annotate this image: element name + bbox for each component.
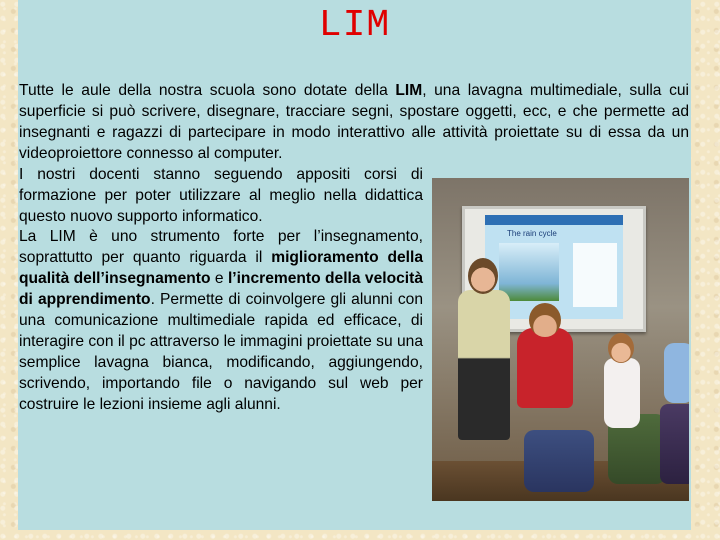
classroom-photo xyxy=(432,178,689,501)
benefits-text-3: . Permette di coinvolgere gli alunni con una comunicazione multimediale rapida ed efficace, di interagire con il pc attraverso le immagini proiettate su una semplice lavagna bianca, modificando, aggiungendo, scrivendo, importando file o navigando sul web per costruire le lezioni insieme agli alunni. xyxy=(19,291,424,413)
rain-cycle-diagram xyxy=(499,243,559,301)
slide-title: LIM xyxy=(318,4,391,47)
paragraph-training: I nostri docenti stanno seguendo appositi corsi di formazione per poter utilizzare al meglio nella didattica questo nuovo supporto informatico. xyxy=(19,166,423,225)
projection-header-bar xyxy=(485,215,623,225)
paragraph-benefits xyxy=(19,226,423,415)
paragraph-intro xyxy=(19,80,689,164)
slide xyxy=(18,0,691,530)
stool-purple xyxy=(660,404,689,484)
benefits-bold-speed: l’incremento della velocità di apprendimento xyxy=(19,270,423,308)
student-red-shirt-head xyxy=(529,303,561,337)
intro-lim-bold: LIM xyxy=(395,82,423,99)
intro-text-start: Tutte le aule della nostra scuola sono dotate della xyxy=(19,82,396,99)
student-white-shirt-head xyxy=(608,333,634,363)
intro-text-end: , una lavagna multimediale, sulla cui superficie si può scrivere, disegnare, tracciare segni, spostare oggetti, ecc, e che permette ad insegnanti e ragazzi di partecipare in modo interattivo alle attività proiettate su di essa da un videoproiettore connesso al computer. xyxy=(19,82,690,162)
stool-blue xyxy=(524,430,594,492)
student-blue-shirt xyxy=(664,343,689,403)
projection-text-box xyxy=(573,243,617,307)
benefits-text-2: e xyxy=(210,270,228,287)
student-white-shirt xyxy=(604,358,640,428)
teacher-figure xyxy=(458,290,510,440)
benefits-bold-quality: miglioramento della qualità dell’insegnamento xyxy=(19,249,424,287)
benefits-text-1: La LIM è uno strumento forte per l’insegnamento, soprattutto per quanto riguarda il xyxy=(19,228,423,266)
student-red-shirt xyxy=(517,328,573,408)
projection-title: The rain cycle xyxy=(507,229,557,238)
teacher-head xyxy=(468,258,498,294)
